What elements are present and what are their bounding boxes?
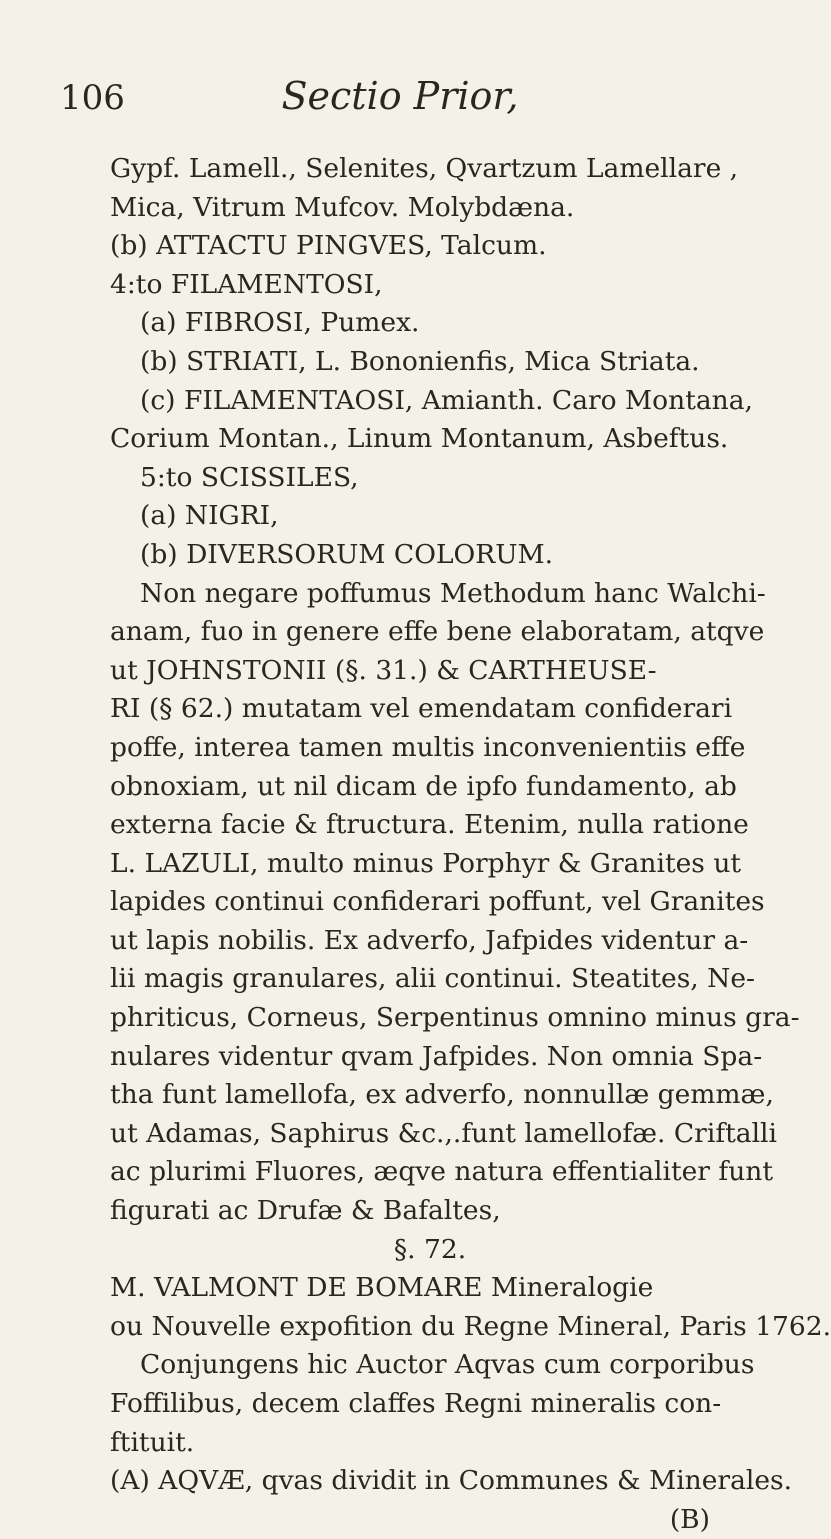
text-line: anam, fuo in genere effe bene elaboratam, atqve xyxy=(110,616,765,648)
text-line: (a) NIGRI, xyxy=(140,500,279,532)
text-line: 4:to FILAMENTOSI, xyxy=(110,268,383,300)
text-line: L. LAZULI, multo minus Porphyr & Granites ut xyxy=(110,847,742,879)
text-line: (b) STRIATI, L. Bononienfis, Mica Striata. xyxy=(140,345,700,377)
text-line: Non negare poffumus Methodum hanc Walchi- xyxy=(140,577,766,609)
text-line: tha funt lamellofa, ex adverfo, nonnullæ gemmæ, xyxy=(110,1079,774,1111)
text-line: 5:to SCISSILES, xyxy=(140,461,359,493)
text-line: lapides continui confiderari poffunt, vel Granites xyxy=(110,886,765,918)
running-head: Sectio Prior, xyxy=(281,74,519,118)
page-header xyxy=(60,72,740,122)
text-line: ut Adamas, Saphirus &c.,.funt lamellofæ. Criftalli xyxy=(110,1117,778,1149)
text-line: nulares videntur qvam Jafpides. Non omnia Spa- xyxy=(110,1040,763,1072)
text-line: ou Nouvelle expofition du Regne Mineral, Paris 1762. xyxy=(110,1310,831,1342)
text-line: Conjungens hic Auctor Aqvas cum corporibus xyxy=(140,1349,755,1381)
page-number: 106 xyxy=(60,78,125,118)
text-line: (A) AQVÆ, qvas dividit in Communes & Minerales. xyxy=(110,1465,793,1497)
text-line: externa facie & ftructura. Etenim, nulla ratione xyxy=(110,809,749,841)
text-line: lii magis granulares, alii continui. Steatites, Ne- xyxy=(110,963,755,995)
text-line: (B) xyxy=(669,1503,710,1535)
text-line: (c) FILAMENTAOSI, Amianth. Caro Montana, xyxy=(140,384,753,416)
text-line: poffe, interea tamen multis inconvenientiis effe xyxy=(110,731,746,763)
text-line: (a) FIBROSI, Pumex. xyxy=(140,307,420,339)
text-line: Corium Montan., Linum Montanum, Asbeftus. xyxy=(110,423,729,455)
text-line: Foffilibus, decem claffes Regni mineralis con- xyxy=(110,1388,722,1419)
text-line: Gypf. Lamell., Selenites, Qvartzum Lamellare , xyxy=(110,153,739,184)
text-line: ut JOHNSTONII (§. 31.) & CARTHEUSE- xyxy=(110,654,657,686)
text-line: figurati ac Drufæ & Bafaltes, xyxy=(110,1195,501,1227)
section-number: §. 72. xyxy=(393,1233,467,1265)
text-line: RI (§ 62.) mutatam vel emendatam confiderari xyxy=(110,693,733,725)
text-line: ftituit. xyxy=(110,1426,195,1458)
text-line: ut lapis nobilis. Ex adverfo, Jafpides videntur a- xyxy=(110,924,749,956)
body-text xyxy=(110,150,831,1539)
text-line: (b) ATTACTU PINGVES, Talcum. xyxy=(110,230,547,262)
text-line: (b) DIVERSORUM COLORUM. xyxy=(140,538,554,570)
text-line: Mica, Vitrum Mufcov. Molybdæna. xyxy=(110,191,575,223)
text-line: obnoxiam, ut nil dicam de ipfo fundamento, ab xyxy=(110,770,737,802)
text-line: M. VALMONT DE BOMARE Mineralogie xyxy=(110,1272,654,1304)
text-line: ac plurimi Fluores, æqve natura effentialiter funt xyxy=(110,1156,773,1188)
text-line: phriticus, Corneus, Serpentinus omnino minus gra- xyxy=(110,1002,800,1034)
